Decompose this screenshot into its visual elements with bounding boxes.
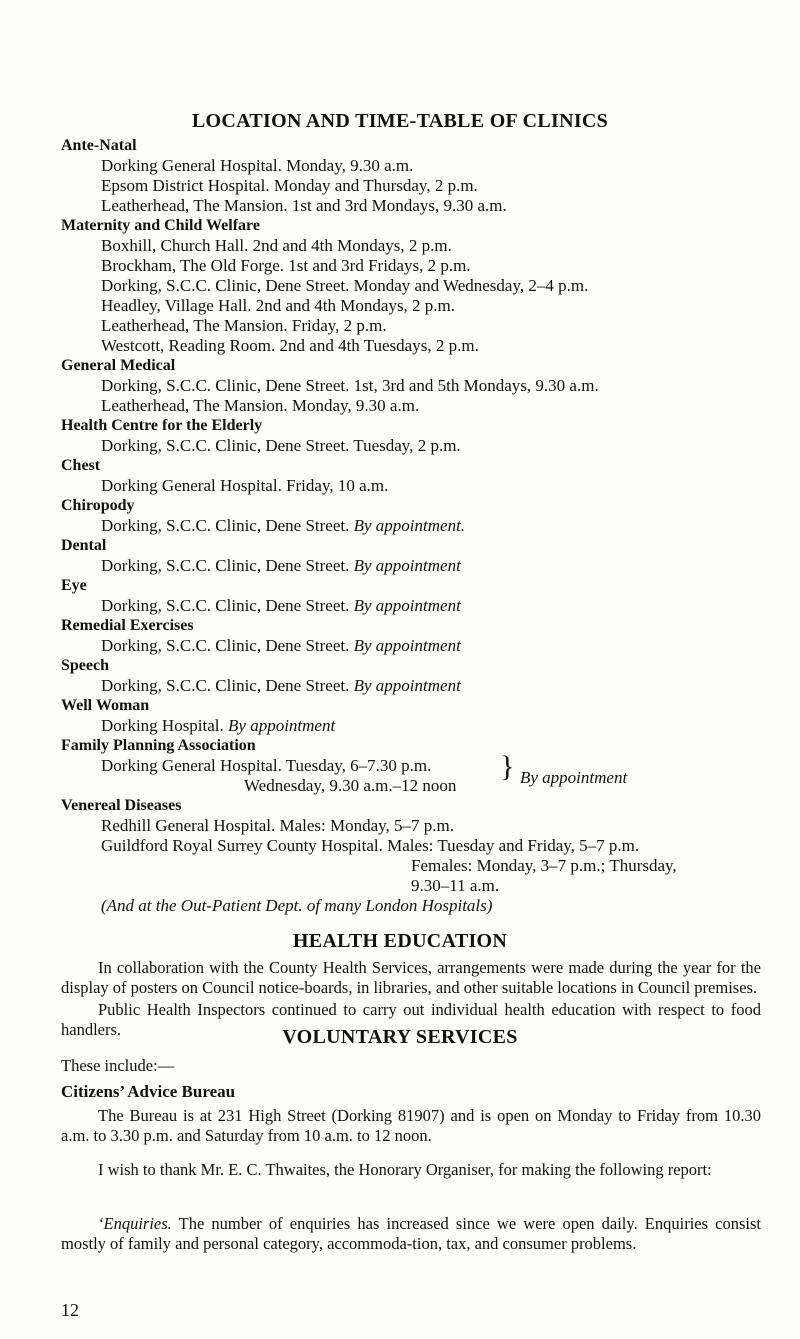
brace-icon: } [500, 750, 515, 783]
clinics-title: LOCATION AND TIME-TABLE OF CLINICS [191, 110, 609, 132]
clinic-line: Dorking Hospital. By appointment [101, 716, 336, 735]
clinic-line: Dorking, S.C.C. Clinic, Dene Street. By appointment [101, 596, 461, 615]
clinic-line: Guildford Royal Surrey County Hospital. Males: Tuesday and Friday, 5–7 p.m. [101, 836, 640, 855]
chest-heading: Chest [61, 457, 101, 474]
intro-text: These include:— [61, 1056, 175, 1075]
clinic-line: Leatherhead, The Mansion. 1st and 3rd Mondays, 9.30 a.m. [101, 196, 507, 215]
clinic-line: Westcott, Reading Room. 2nd and 4th Tuesdays, 2 p.m. [101, 336, 479, 355]
cab-heading: Citizens’ Advice Bureau [61, 1082, 236, 1101]
clinic-line: 9.30–11 a.m. [411, 876, 500, 895]
paragraph: ‘Enquiries. The number of enquiries has increased since we were open daily. Enquiries consist mostly of family and personal category, accommoda-tion, tax, and consumer problems. [61, 1214, 761, 1253]
page-number: 12 [61, 1300, 79, 1320]
clinic-line: Dorking General Hospital. Monday, 9.30 a.m. [101, 156, 414, 175]
appointment-note: By appointment [228, 716, 336, 735]
paragraph: Public Health Inspectors continued to carry out individual health education with respect to food handlers. [61, 1000, 761, 1039]
clinic-line: Epsom District Hospital. Monday and Thursday, 2 p.m. [101, 176, 478, 195]
voluntary-services-title: VOLUNTARY SERVICES [282, 1026, 518, 1048]
clinic-line: Wednesday, 9.30 a.m.–12 noon [244, 776, 457, 795]
well-woman-heading: Well Woman [61, 697, 150, 714]
clinic-line: Dorking, S.C.C. Clinic, Dene Street. Tuesday, 2 p.m. [101, 436, 461, 455]
paragraph: The Bureau is at 231 High Street (Dorking 81907) and is open on Monday to Friday from 10.30 a.m. to 3.30 p.m. and Saturday from 10 a.m. to 12 noon. [61, 1106, 761, 1145]
clinic-line: Headley, Village Hall. 2nd and 4th Mondays, 2 p.m. [101, 296, 456, 315]
clinic-line: Dorking, S.C.C. Clinic, Dene Street. 1st, 3rd and 5th Mondays, 9.30 a.m. [101, 376, 599, 395]
clinic-line: Females: Monday, 3–7 p.m.; Thursday, [411, 856, 677, 875]
clinic-line: Redhill General Hospital. Males: Monday, 5–7 p.m. [101, 816, 455, 835]
appointment-note: By appointment [353, 556, 461, 575]
clinic-line: Dorking, S.C.C. Clinic, Dene Street. By appointment. [101, 516, 466, 535]
clinic-line: Brockham, The Old Forge. 1st and 3rd Fridays, 2 p.m. [101, 256, 471, 275]
clinic-line: Dorking, S.C.C. Clinic, Dene Street. By appointment [101, 556, 461, 575]
clinic-line: Dorking General Hospital. Friday, 10 a.m. [101, 476, 389, 495]
remedial-heading: Remedial Exercises [61, 617, 194, 634]
venereal-heading: Venereal Diseases [61, 797, 182, 814]
clinic-line: Dorking, S.C.C. Clinic, Dene Street. By appointment [101, 676, 461, 695]
paragraph: In collaboration with the County Health Services, arrangements were made during the year for the display of posters on Council notice-boards, in libraries, and other suitable locations in Council premises. [61, 958, 761, 997]
clinic-line: Leatherhead, The Mansion. Monday, 9.30 a.m. [101, 396, 420, 415]
family-planning-heading: Family Planning Association [61, 737, 256, 754]
speech-heading: Speech [61, 657, 109, 674]
general-medical-heading: General Medical [61, 357, 176, 374]
appointment-note: By appointment [353, 636, 461, 655]
clinic-line: Leatherhead, The Mansion. Friday, 2 p.m. [101, 316, 387, 335]
eye-heading: Eye [61, 577, 87, 594]
clinic-line: Dorking, S.C.C. Clinic, Dene Street. Monday and Wednesday, 2–4 p.m. [101, 276, 589, 295]
dental-heading: Dental [61, 537, 107, 554]
appointment-note: By appointment. [353, 516, 466, 535]
chiropody-heading: Chiropody [61, 497, 135, 514]
clinic-line: Boxhill, Church Hall. 2nd and 4th Mondays, 2 p.m. [101, 236, 452, 255]
appointment-note: By appointment [353, 676, 461, 695]
venereal-note: (And at the Out-Patient Dept. of many London Hospitals) [101, 896, 493, 915]
appointment-note: By appointment [520, 768, 628, 787]
clinic-line: Dorking General Hospital. Tuesday, 6–7.30 p.m. [101, 756, 432, 775]
appointment-note: By appointment [353, 596, 461, 615]
maternity-heading: Maternity and Child Welfare [61, 217, 260, 234]
antenatal-heading: Ante-Natal [61, 137, 137, 154]
elderly-heading: Health Centre for the Elderly [61, 417, 263, 434]
clinic-line: Dorking, S.C.C. Clinic, Dene Street. By appointment [101, 636, 461, 655]
health-education-title: HEALTH EDUCATION [292, 930, 508, 952]
paragraph: I wish to thank Mr. E. C. Thwaites, the Honorary Organiser, for making the following report: [98, 1160, 712, 1179]
